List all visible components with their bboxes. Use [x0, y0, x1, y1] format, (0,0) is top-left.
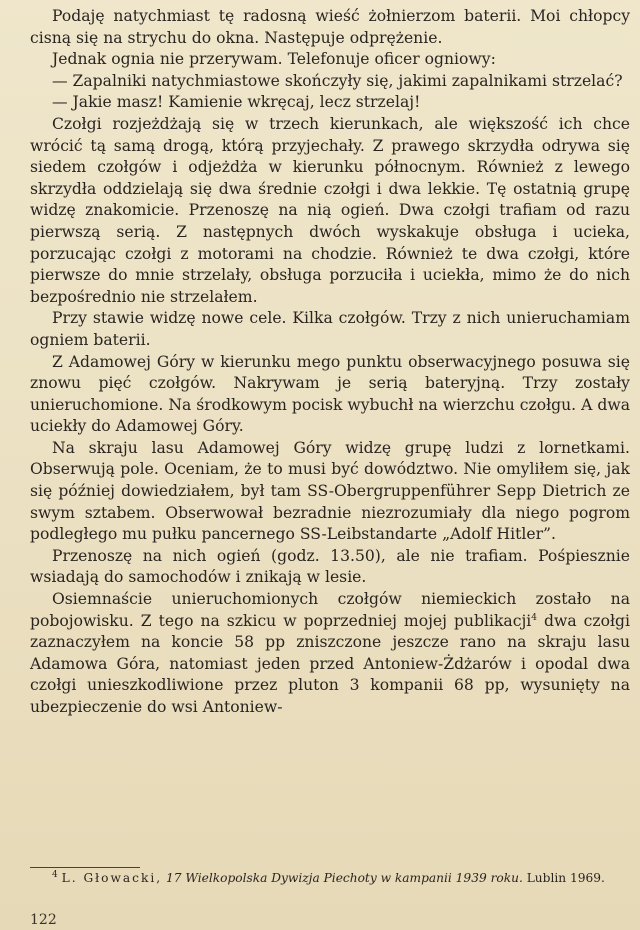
paragraph: Jednak ognia nie przerywam. Telefonuje oficer ogniowy:: [52, 50, 496, 69]
main-text: [30, 6, 630, 719]
paragraph-text: dwa czołgi zaznaczyłem na koncie 58 pp zniszczone jeszcze rano na skraju lasu Adamowa Góra, natomiast jeden przed Antoniew-Żdżarów i opodal dwa czołgi unieszkodliwione przez pluton 3 kompanii 68 pp, wysunięty na ubezpieczenie do wsi Antoniew-: [30, 611, 631, 716]
paragraph: Czołgi rozjeżdżają się w trzech kierunkach, ale większość ich chce wrócić tą samą drogą, którą przyjechały. Z prawego skrzydła odrywa się siedem czołgów i odjeżdża w kierunku północnym. Również z lewego skrzydła oddzielają się dwa średnie czołgi i dwa lekkie. Tę ostatnią grupę widzę znakomicie. Przenoszę na nią ogień. Dwa czołgi trafiam od razu pierwszą serią. Z następnych dwóch wyskakuje obsługa i ucieka, porzucając czołgi z motorami na chodzie. Również te dwa czołgi, które pierwsze do mnie strzelały, obsługa porzuciła i uciekła, mimo że do nich bezpośrednio nie strzelałem.: [30, 114, 630, 306]
paragraph: Podaję natychmiast tę radosną wieść żołnierzom baterii. Moi chłopcy cisną się na strychu do okna. Następuje odprężenie.: [30, 7, 630, 47]
paragraph-text: Osiemnaście unieruchomionych czołgów niemieckich zostało na pobojowisku. Z tego na szkicu w poprzedniej mojej publikacji: [30, 590, 630, 630]
footnote-publication: Lublin 1969.: [526, 871, 605, 885]
footnote-title: 17 Wielkopolska Dywizja Piechoty w kampanii 1939 roku.: [166, 871, 523, 885]
footnote-separator: [30, 867, 140, 868]
paragraph: Z Adamowej Góry w kierunku mego punktu obserwacyjnego posuwa się znowu pięć czołgów. Nakrywam je serią bateryjną. Trzy zostały unieruchomione. Na środkowym pocisk wybuchł na wierzchu czołgu. A dwa uciekły do Adamowej Góry.: [30, 352, 630, 436]
footnote-reference: 4: [531, 612, 538, 623]
dialog-line: — Jakie masz! Kamienie wkręcaj, lecz strzelaj!: [52, 93, 421, 112]
footnote-marker: 4: [52, 869, 58, 880]
page-number: 122: [30, 912, 57, 928]
footnote: [30, 870, 630, 886]
paragraph: Przy stawie widzę nowe cele. Kilka czołgów. Trzy z nich unieruchamiam ogniem baterii.: [30, 309, 630, 349]
footnote-author: L. Głowacki,: [61, 871, 163, 885]
paragraph: Przenoszę na nich ogień (godz. 13.50), ale nie trafiam. Pośpiesznie wsiadają do samochodów i znikają w lesie.: [30, 546, 630, 587]
paragraph: Na skraju lasu Adamowej Góry widzę grupę ludzi z lornetkami. Obserwują pole. Oceniam, że to musi być dowództwo. Nie omyliłem się, jak się później dowiedziałem, był tam SS-Obergruppenführer Sepp Dietrich ze swym sztabem. Obserwował bezradnie niezrozumiały dla niego pogrom podległego mu pułku pancernego SS-Leibstandarte „Adolf Hitler”.: [30, 438, 630, 544]
dialog-line: — Zapalniki natychmiastowe skończyły się, jakimi zapalnikami strzelać?: [52, 71, 623, 90]
paragraph: [30, 589, 630, 719]
